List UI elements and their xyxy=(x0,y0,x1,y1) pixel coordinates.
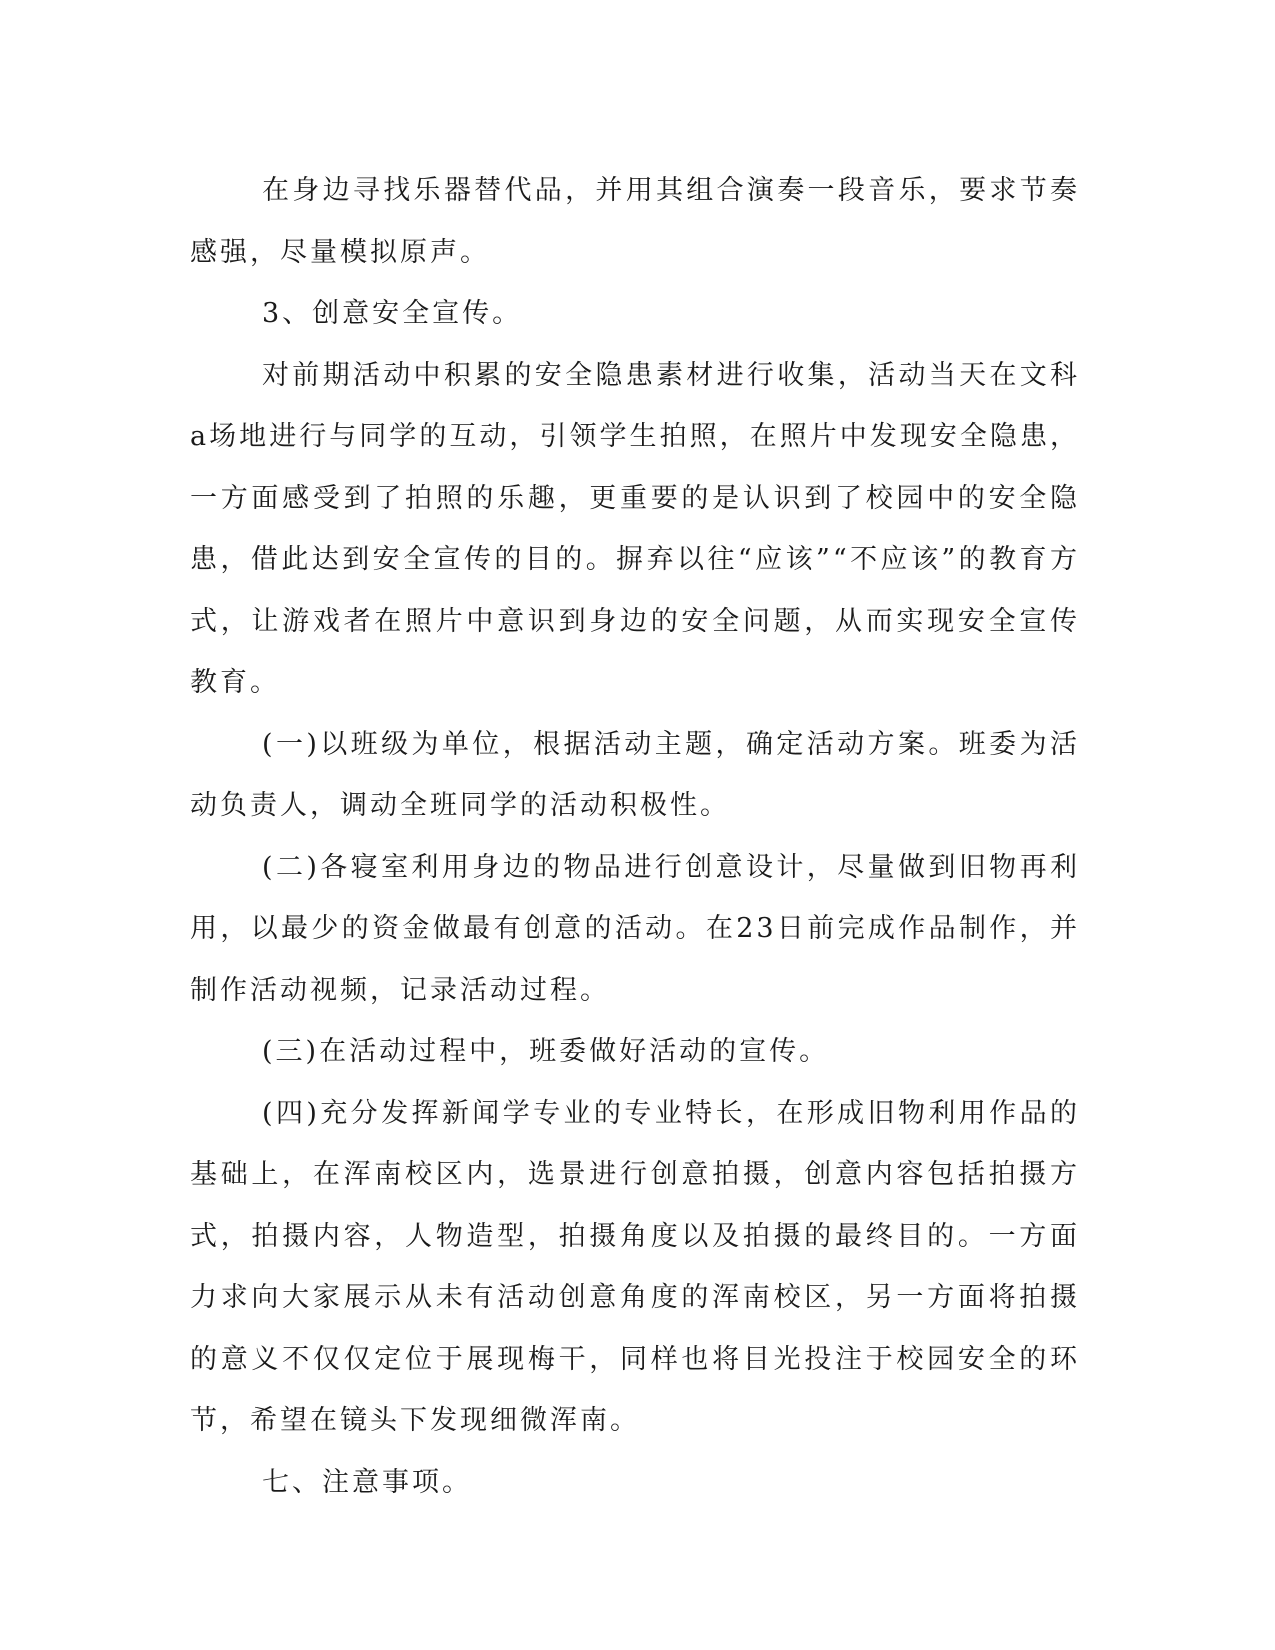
paragraph-item-two: (二)各寝室利用身边的物品进行创意设计，尽量做到旧物再利用，以最少的资金做最有创意的活动。在23日前完成作品制作，并制作活动视频，记录活动过程。 xyxy=(190,851,1080,1006)
paragraph-safety-hazard-photos: 对前期活动中积累的安全隐患素材进行收集，活动当天在文科a场地进行与同学的互动，引领学生拍照，在照片中发现安全隐患，一方面感受到了拍照的乐趣，更重要的是认识到了校园中的安全隐患，借此达到安全宣传的目的。摒弃以往“应该”“不应该”的教育方式，让游戏者在照片中意识到身边的安全问题，从而实现安全宣传教育。 xyxy=(190,359,1080,698)
section-heading-safety-publicity: 3、创意安全宣传。 xyxy=(262,298,523,329)
paragraph-item-one: (一)以班级为单位，根据活动主题，确定活动方案。班委为活动负责人，调动全班同学的活动积极性。 xyxy=(190,728,1080,821)
section-heading-notes: 七、注意事项。 xyxy=(262,1466,472,1498)
paragraph-item-three: (三)在活动过程中，班委做好活动的宣传。 xyxy=(262,1036,830,1067)
document-body xyxy=(190,160,1080,1513)
paragraph-item-four: (四)充分发挥新闻学专业的专业特长，在形成旧物利用作品的基础上，在浑南校区内，选景进行创意拍摄，创意内容包括拍摄方式，拍摄内容，人物造型，拍摄角度以及拍摄的最终目的。一方面力求向大家展示从未有活动创意角度的浑南校区，另一方面将拍摄的意义不仅仅定位于展现梅干，同样也将目光投注于校园安全的环节，希望在镜头下发现细微浑南。 xyxy=(190,1097,1080,1436)
paragraph-instrument-substitute: 在身边寻找乐器替代品，并用其组合演奏一段音乐，要求节奏感强，尽量模拟原声。 xyxy=(190,175,1080,268)
